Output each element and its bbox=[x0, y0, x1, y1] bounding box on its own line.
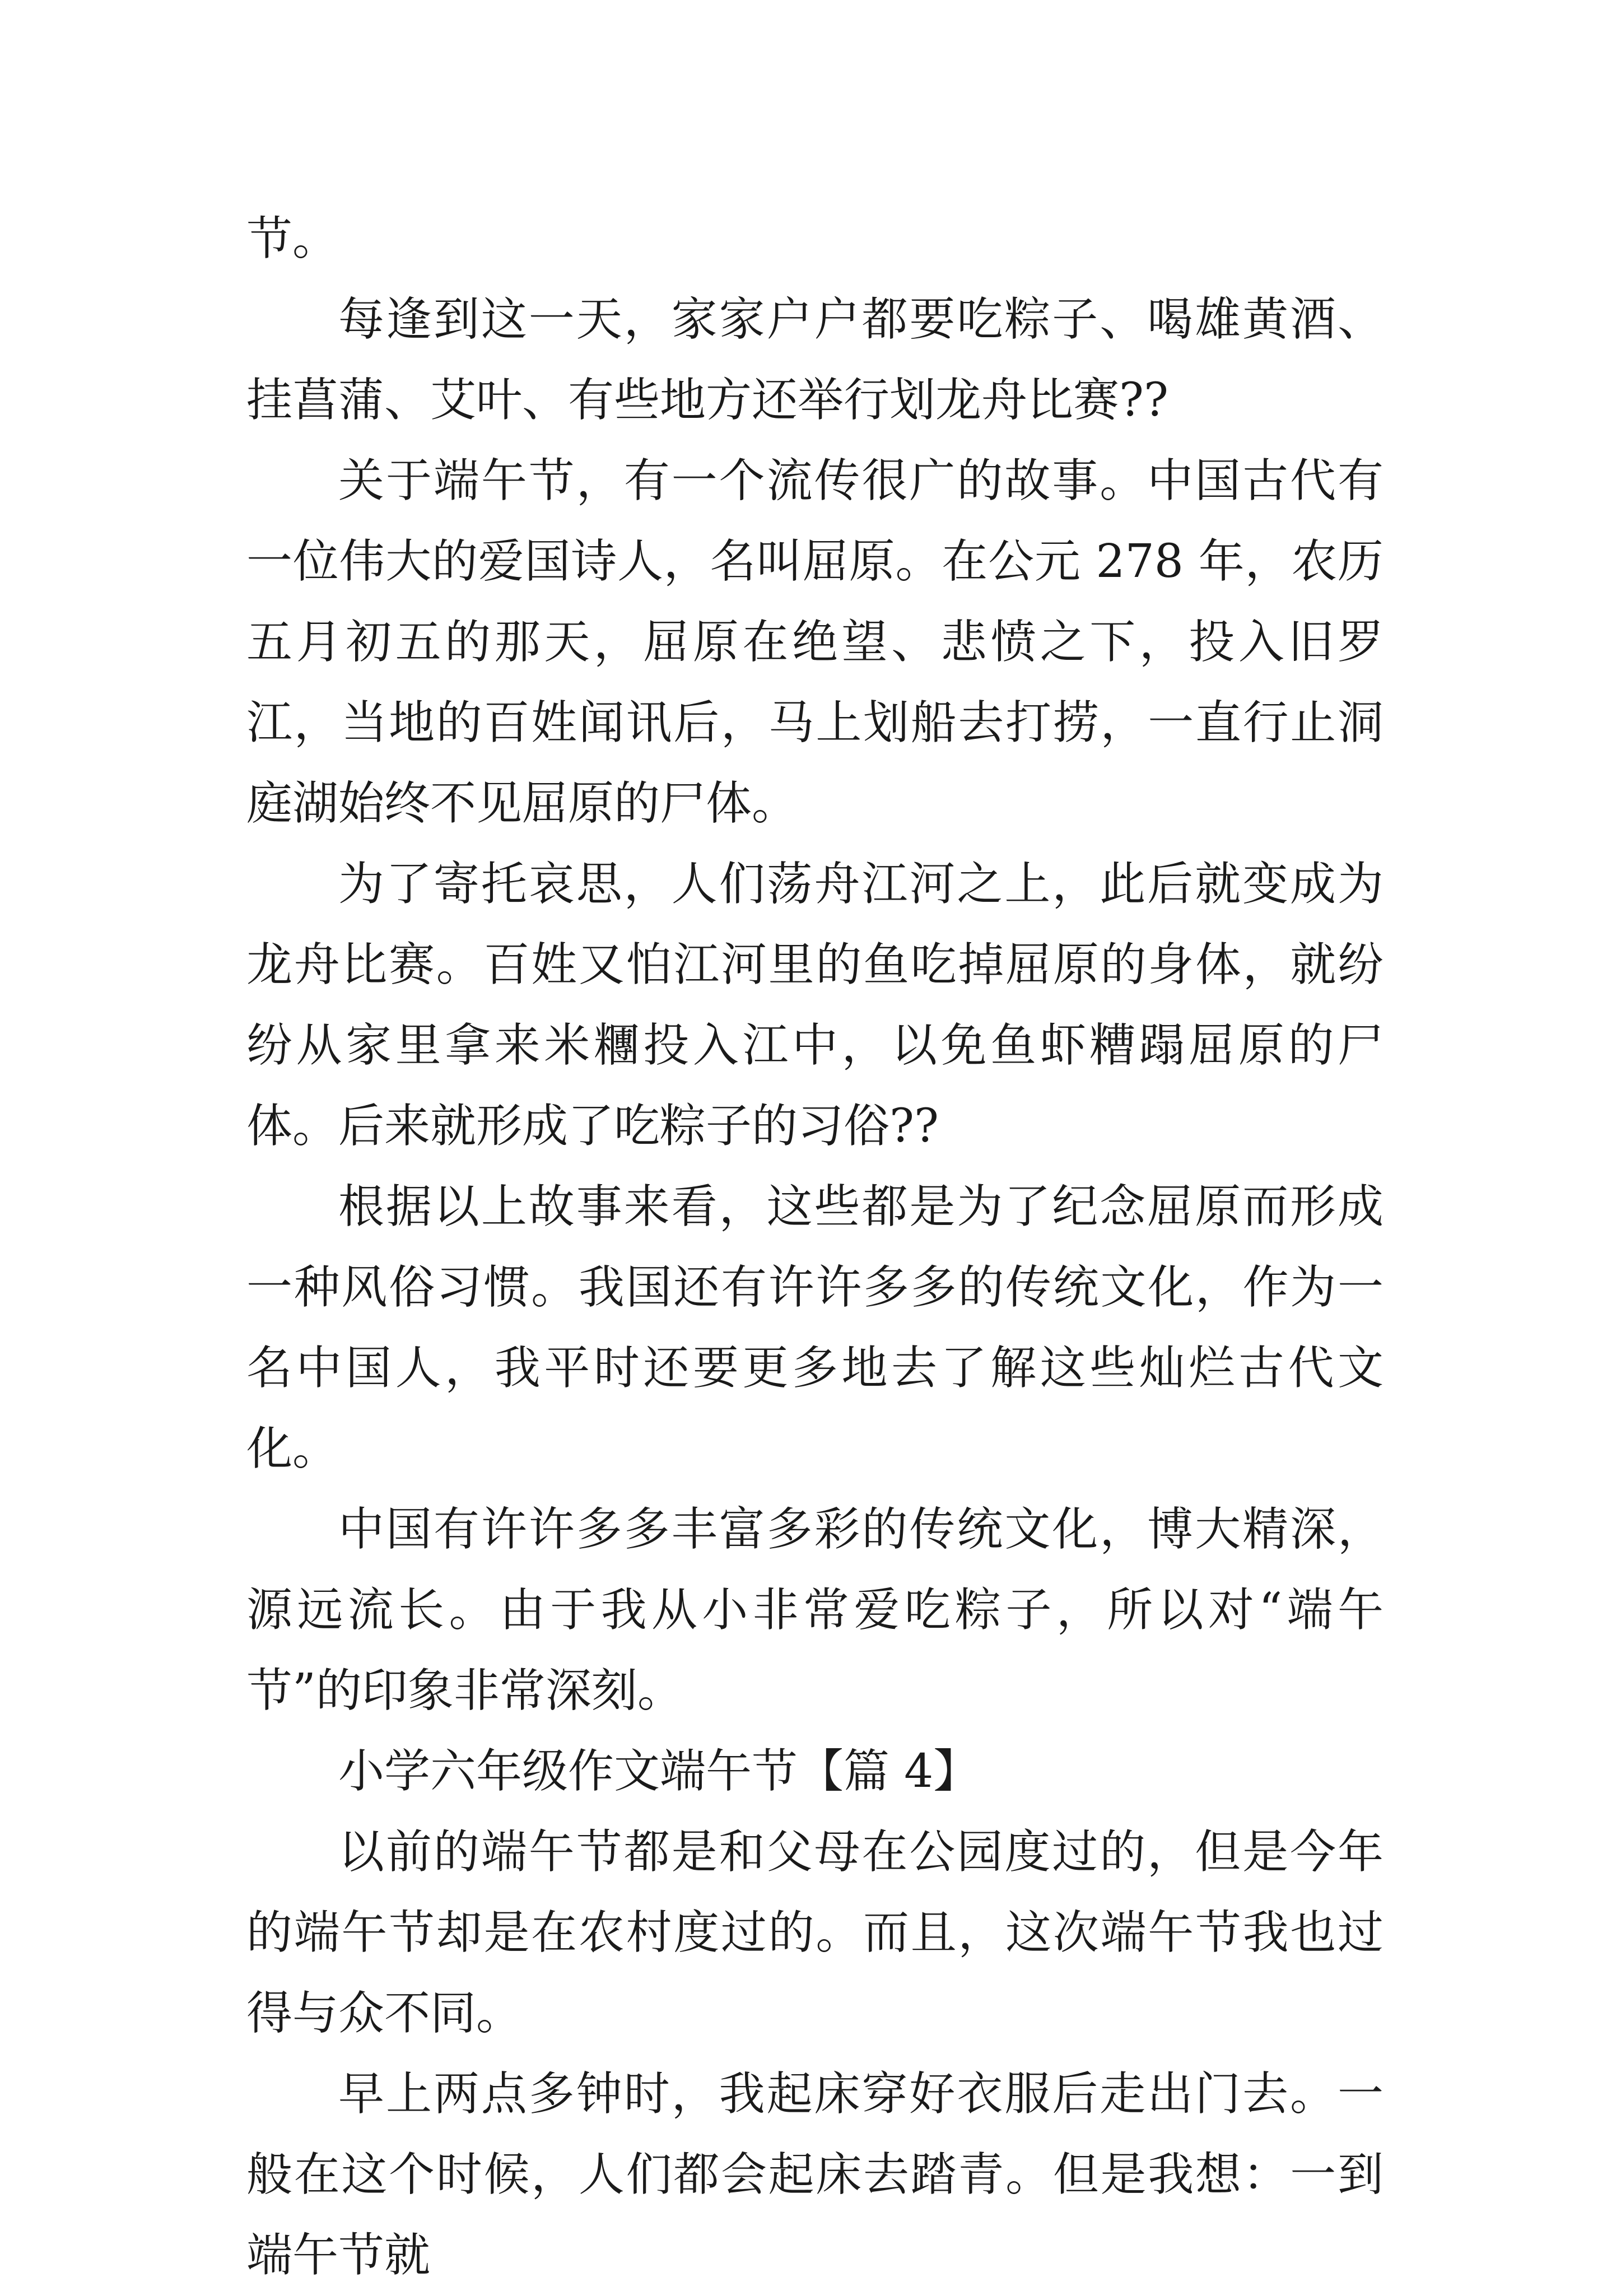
paragraph-continuation: 节。 bbox=[246, 212, 339, 266]
paragraph-dragon-boat-origin: 为了寄托哀思，人们荡舟江河之上，此后就变成为龙舟比赛。百姓又怕江河里的鱼吃掉屈原的身体，就纷纷从家里拿来米糰投入江中，以免鱼虾糟蹋屈原的尸体。后来就形成了吃粽子的习俗?? bbox=[246, 858, 1384, 1153]
paragraph-morning: 早上两点多钟时，我起床穿好衣服后走出门去。一般在这个时候，人们都会起床去踏青。但是我想：一到端午节就 bbox=[246, 2067, 1384, 2282]
paragraph-qu-yuan-story: 关于端午节，有一个流传很广的故事。中国古代有一位伟大的爱国诗人，名叫屈原。在公元 278 年，农历五月初五的那天，屈原在绝望、悲愤之下，投入旧罗江，当地的百姓闻讯后，马上划船去打捞，一直行止洞庭湖始终不见屈原的尸体。 bbox=[246, 454, 1384, 830]
paragraph-countryside-festival: 以前的端午节都是和父母在公园度过的，但是今年的端午节却是在农村度过的。而且，这次端午节我也过得与众不同。 bbox=[246, 1825, 1384, 2040]
document-body bbox=[246, 199, 1384, 2296]
section-heading: 小学六年级作文端午节【篇 4】 bbox=[338, 1745, 980, 1798]
paragraph-personal-impression: 中国有许许多多丰富多彩的传统文化，博大精深，源远流长。由于我从小非常爱吃粽子，所以对“端午节”的印象非常深刻。 bbox=[246, 1503, 1384, 1717]
paragraph-festival-customs: 每逢到这一天，家家户户都要吃粽子、喝雄黄酒、挂菖蒲、艾叶、有些地方还举行划龙舟比赛?? bbox=[246, 293, 1384, 427]
paragraph-tradition-summary: 根据以上故事来看，这些都是为了纪念屈原而形成一种风俗习惯。我国还有许许多多的传统文化，作为一名中国人，我平时还要更多地去了解这些灿烂古代文化。 bbox=[246, 1180, 1384, 1475]
